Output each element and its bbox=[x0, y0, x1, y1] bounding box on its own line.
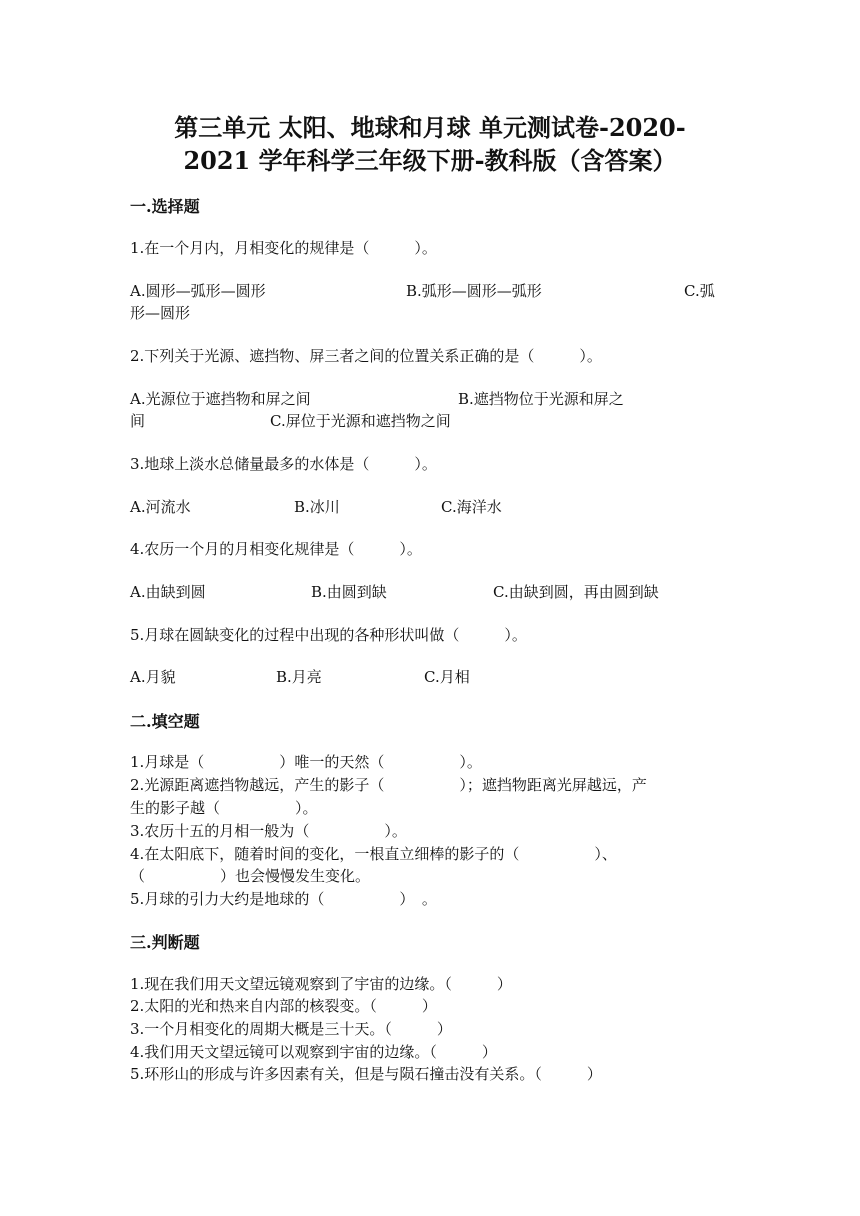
section-heading-fill-blank: 二.填空题 bbox=[130, 712, 200, 731]
true-false-line: 4.我们用天文望远镜可以观察到宇宙的边缘。（ ） bbox=[130, 1043, 497, 1061]
fill-blank-line: 2.光源距离遮挡物越远，产生的影子（ ）；遮挡物距离光屏越远，产 bbox=[130, 776, 647, 794]
question-1-text: 1.在一个月内，月相变化的规律是（ ）。 bbox=[130, 239, 437, 257]
section-heading-true-false: 三.判断题 bbox=[130, 933, 200, 952]
question-4-option-a: A.由缺到圆 bbox=[130, 583, 206, 601]
section-heading-choice: 一.选择题 bbox=[130, 197, 200, 216]
fill-blank-line: 4.在太阳底下，随着时间的变化，一根直立细棒的影子的（ ）、 bbox=[130, 845, 617, 863]
fill-blank-line: （ ）也会慢慢发生变化。 bbox=[130, 867, 371, 885]
true-false-line: 3.一个月相变化的周期大概是三十天。（ ） bbox=[130, 1020, 452, 1038]
document-title-line-2: 2021 学年科学三年级下册-教科版（含答案） bbox=[183, 146, 677, 175]
question-3-option-c: C.海洋水 bbox=[441, 498, 502, 516]
question-2-option-b: B.遮挡物位于光源和屏之 bbox=[458, 390, 624, 408]
question-3-text: 3.地球上淡水总储量最多的水体是（ ）。 bbox=[130, 455, 437, 473]
question-3-option-a: A.河流水 bbox=[130, 498, 191, 516]
question-5-text: 5.月球在圆缺变化的过程中出现的各种形状叫做（ ）。 bbox=[130, 626, 527, 644]
fill-blank-line: 生的影子越（ ）。 bbox=[130, 799, 318, 817]
question-1-option-c-wrap: 形—圆形 bbox=[130, 304, 191, 322]
question-2-option-c: C.屏位于光源和遮挡物之间 bbox=[270, 412, 451, 430]
fill-blank-line: 5.月球的引力大约是地球的（ ） 。 bbox=[130, 890, 437, 908]
true-false-line: 2.太阳的光和热来自内部的核裂变。（ ） bbox=[130, 997, 437, 1015]
question-1-option-a: A.圆形—弧形—圆形 bbox=[130, 282, 266, 300]
question-3-option-b: B.冰川 bbox=[294, 498, 340, 516]
fill-blank-line: 3.农历十五的月相一般为（ ）。 bbox=[130, 822, 407, 840]
document-title-line-1: 第三单元 太阳、地球和月球 单元测试卷-2020- bbox=[174, 113, 686, 142]
question-5-option-b: B.月亮 bbox=[276, 668, 322, 686]
question-4-text: 4.农历一个月的月相变化规律是（ ）。 bbox=[130, 540, 422, 558]
question-2-option-b-wrap: 间 bbox=[130, 412, 146, 430]
true-false-line: 1.现在我们用天文望远镜观察到了宇宙的边缘。（ ） bbox=[130, 975, 512, 993]
question-4-option-b: B.由圆到缺 bbox=[311, 583, 387, 601]
fill-blank-line: 1.月球是（ ）唯一的天然（ ）。 bbox=[130, 753, 482, 771]
question-5-option-a: A.月貌 bbox=[130, 668, 176, 686]
question-2-option-a: A.光源位于遮挡物和屏之间 bbox=[130, 390, 311, 408]
question-1-option-b: B.弧形—圆形—弧形 bbox=[406, 282, 542, 300]
question-2-text: 2.下列关于光源、遮挡物、屏三者之间的位置关系正确的是（ ）。 bbox=[130, 347, 602, 365]
question-1-option-c: C.弧 bbox=[684, 282, 715, 300]
true-false-line: 5.环形山的形成与许多因素有关，但是与陨石撞击没有关系。（ ） bbox=[130, 1065, 602, 1083]
question-5-option-c: C.月相 bbox=[424, 668, 470, 686]
question-4-option-c: C.由缺到圆，再由圆到缺 bbox=[493, 583, 659, 601]
